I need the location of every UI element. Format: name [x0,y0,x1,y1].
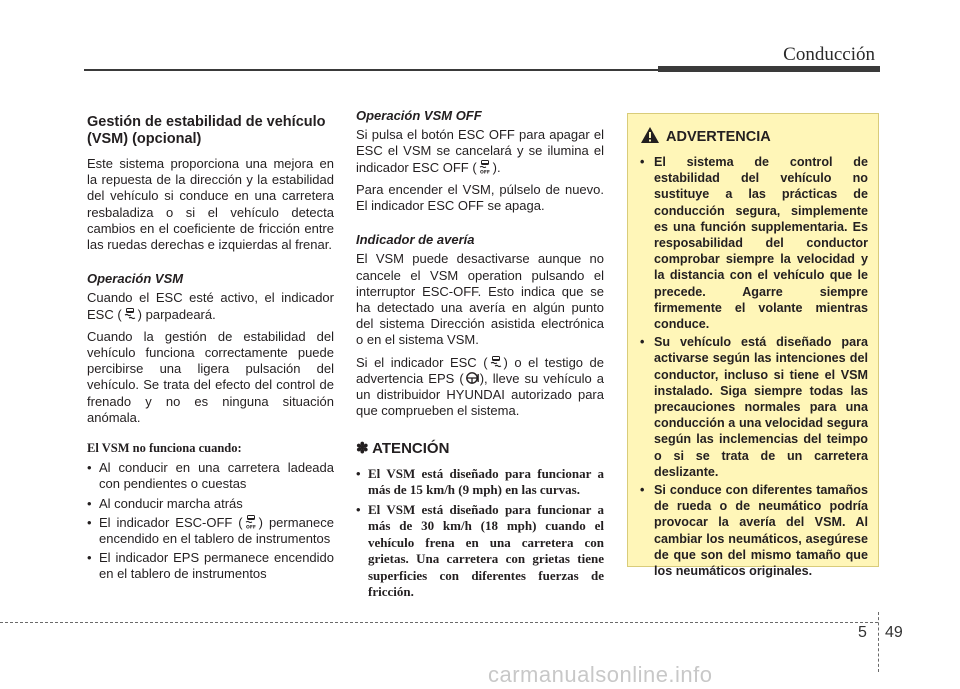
svg-text:OFF: OFF [479,170,490,174]
vsm-operation-text-1 [87,290,334,322]
intro-paragraph: Este sistema proporciona una mejora en la repuesta de la dirección y la estabilidad del vehículo si conduce en una carretera resbaladiza o si el vehículo detecta cambios en el coeficiente de fricción entre las ruedas derechas e izquierdas al frenar. [87,156,334,253]
list-item: • Si conduce con diferentes tamaños de rueda o de neumático podría provocar la avería del VSM. Al cambiar los neumáticos, asegúrese de que son del mismo tamaño que los neumáticos originales. [640,483,868,579]
list-item: • El indicador ESC-OFF ( OFF ) permanece encendido en el tablero de instrumentos [87,514,334,547]
list-item: • El VSM está diseñado para funcionar a más de 15 km/h (9 mph) en las curvas. [356,465,604,498]
warning-triangle-icon [640,126,660,148]
header-rule-accent [658,66,880,72]
fault-text-1: El VSM puede desactivarse aunque no cancele el VSM operation pulsando el interruptor ESC-OFF. Esto indica que se ha detectado una avería en algún punto del sistema Dirección asistida electrónica o en el sistema VSM. [356,251,604,348]
footer-divider [878,612,879,672]
vsm-off-heading: Operación VSM OFF [356,108,482,123]
middle-column [356,108,604,604]
warning-header [640,126,868,148]
list-item-text: ) permanece encendido en el tablero de instrumentos [99,514,334,547]
text-fragment: Si pulsa el botón ESC OFF para apagar el ESC el VSM se cancelará y se ilumina el indicador ESC OFF ( [356,127,604,175]
warning-list [640,154,868,579]
text-fragment: ). [492,159,501,175]
section-heading: Gestión de estabilidad de vehículo (VSM) (opcional) [87,114,326,147]
list-item: • El indicador EPS permanece encendido en el tablero de instrumentos [87,550,334,582]
not-working-list [87,460,334,582]
text-fragment: Si el indicador ESC ( [356,354,488,370]
fault-text-2 [356,355,604,420]
attention-list [356,466,604,601]
esc-off-icon [478,160,492,174]
left-column [87,114,334,586]
watermark: carmanualsonline.info [488,662,713,687]
not-working-heading: El VSM no funciona cuando: [87,441,242,456]
list-item-text: El indicador EPS permanece encendido en el tablero de instrumentos [99,550,334,582]
vsm-off-text-2: Para encender el VSM, púlselo de nuevo. El indicador ESC OFF se apaga. [356,181,604,214]
esc-skid-car-icon [489,355,503,369]
list-item: • El VSM está diseñado para funcionar a más de 30 km/h (18 mph) cuando el vehículo frena en una carretera con grietas. Una carretera con grietas tiene superficies con diferentes fuerzas de fricción. [356,501,604,600]
list-item: • Al conducir marcha atrás [87,495,243,511]
list-item-text: Al conducir en una carretera ladeada con pendientes o cuestas [99,460,334,492]
vsm-operation-text-2: Cuando la gestión de estabilidad del vehículo funciona correctamente puede percibirse una ligera pulsación del vehículo. Se trata del efecto del control de frenado y no es ninguna situación anómala. [87,328,334,425]
list-item-text: El VSM está diseñado para funcionar a más de 15 km/h (9 mph) en las curvas. [368,465,604,498]
warning-box [627,113,879,579]
esc-off-icon [244,515,258,529]
list-item-text: Si conduce con diferentes tamaños de rueda o de neumático podría provocar la avería del VSM. Al cambiar los neumáticos, asegúrese de que son del mismo tamaño que los neumáticos originales. [654,483,868,579]
eps-steering-icon [465,371,479,385]
vsm-operation-heading: Operación VSM [87,271,184,287]
attention-heading: ✽ ATENCIÓN [356,440,450,458]
list-item-text: Al conducir marcha atrás [99,495,243,511]
text-fragment: ) o el testigo de advertencia EPS ( [356,354,604,386]
esc-skid-car-icon [123,307,137,321]
list-item: • Su vehículo está diseñado para activarse según las intenciones del conductor, incluso si tiene el VSM instalado. Siga siempre todas las precauciones normales para una conducción a una velocidad segura según las inclemencias del teimpo o si se trata de un carretera deslizante. [640,335,868,479]
text-fragment: ), lleve su vehículo a un distribuidor HYUNDAI autorizado para que comprueben el sistema. [356,370,604,419]
footer-rule [0,622,878,623]
list-item-text: Su vehículo está diseñado para activarse según las intenciones del conductor, incluso si tiene el VSM instalado. Siga siempre todas las precauciones normales para una conducción a una velocidad segura según las inclemencias del teimpo o si se trata de un carretera deslizante. [654,335,868,479]
header-title: Conducción [783,44,875,65]
list-item: • Al conducir en una carretera ladeada con pendientes o cuestas [87,460,334,492]
fault-indicator-heading: Indicador de avería [356,232,475,248]
chapter-number: 5 [858,624,867,641]
page-number: 49 [885,624,903,641]
vsm-off-text-1 [356,127,604,176]
text-fragment: Cuando el ESC esté activo, el indicador ESC ( [87,290,334,322]
list-item-text: El VSM está diseñado para funcionar a más de 30 km/h (18 mph) cuando el vehículo frena en una carretera con grietas. Una carretera con grietas tiene superficies con diferentes fuerzas de fricción. [368,501,604,600]
svg-text:OFF: OFF [245,525,256,529]
list-item-text: El sistema de control de estabilidad del vehículo no sustituye a las prácticas de conducción segura, simplemente es una función supplementaria. Es resposabilidad del conductor comprobar siempre la velocidad y la distancia con el vehículo que le precede. Agarre siempre firmemente el volante mientras conduce. [654,155,868,332]
text-fragment: ) parpadeará. [137,306,216,322]
list-item: • El sistema de control de estabilidad del vehículo no sustituye a las prácticas de conducción segura, simplemente es una función supplementaria. Es resposabilidad del conductor comprobar siempre la velocidad y la distancia con el vehículo que le precede. Agarre siempre firmemente el volante mientras conduce. [640,155,868,332]
warning-title: ADVERTENCIA [666,129,771,145]
list-item-text: El indicador ESC-OFF ( [99,514,243,530]
